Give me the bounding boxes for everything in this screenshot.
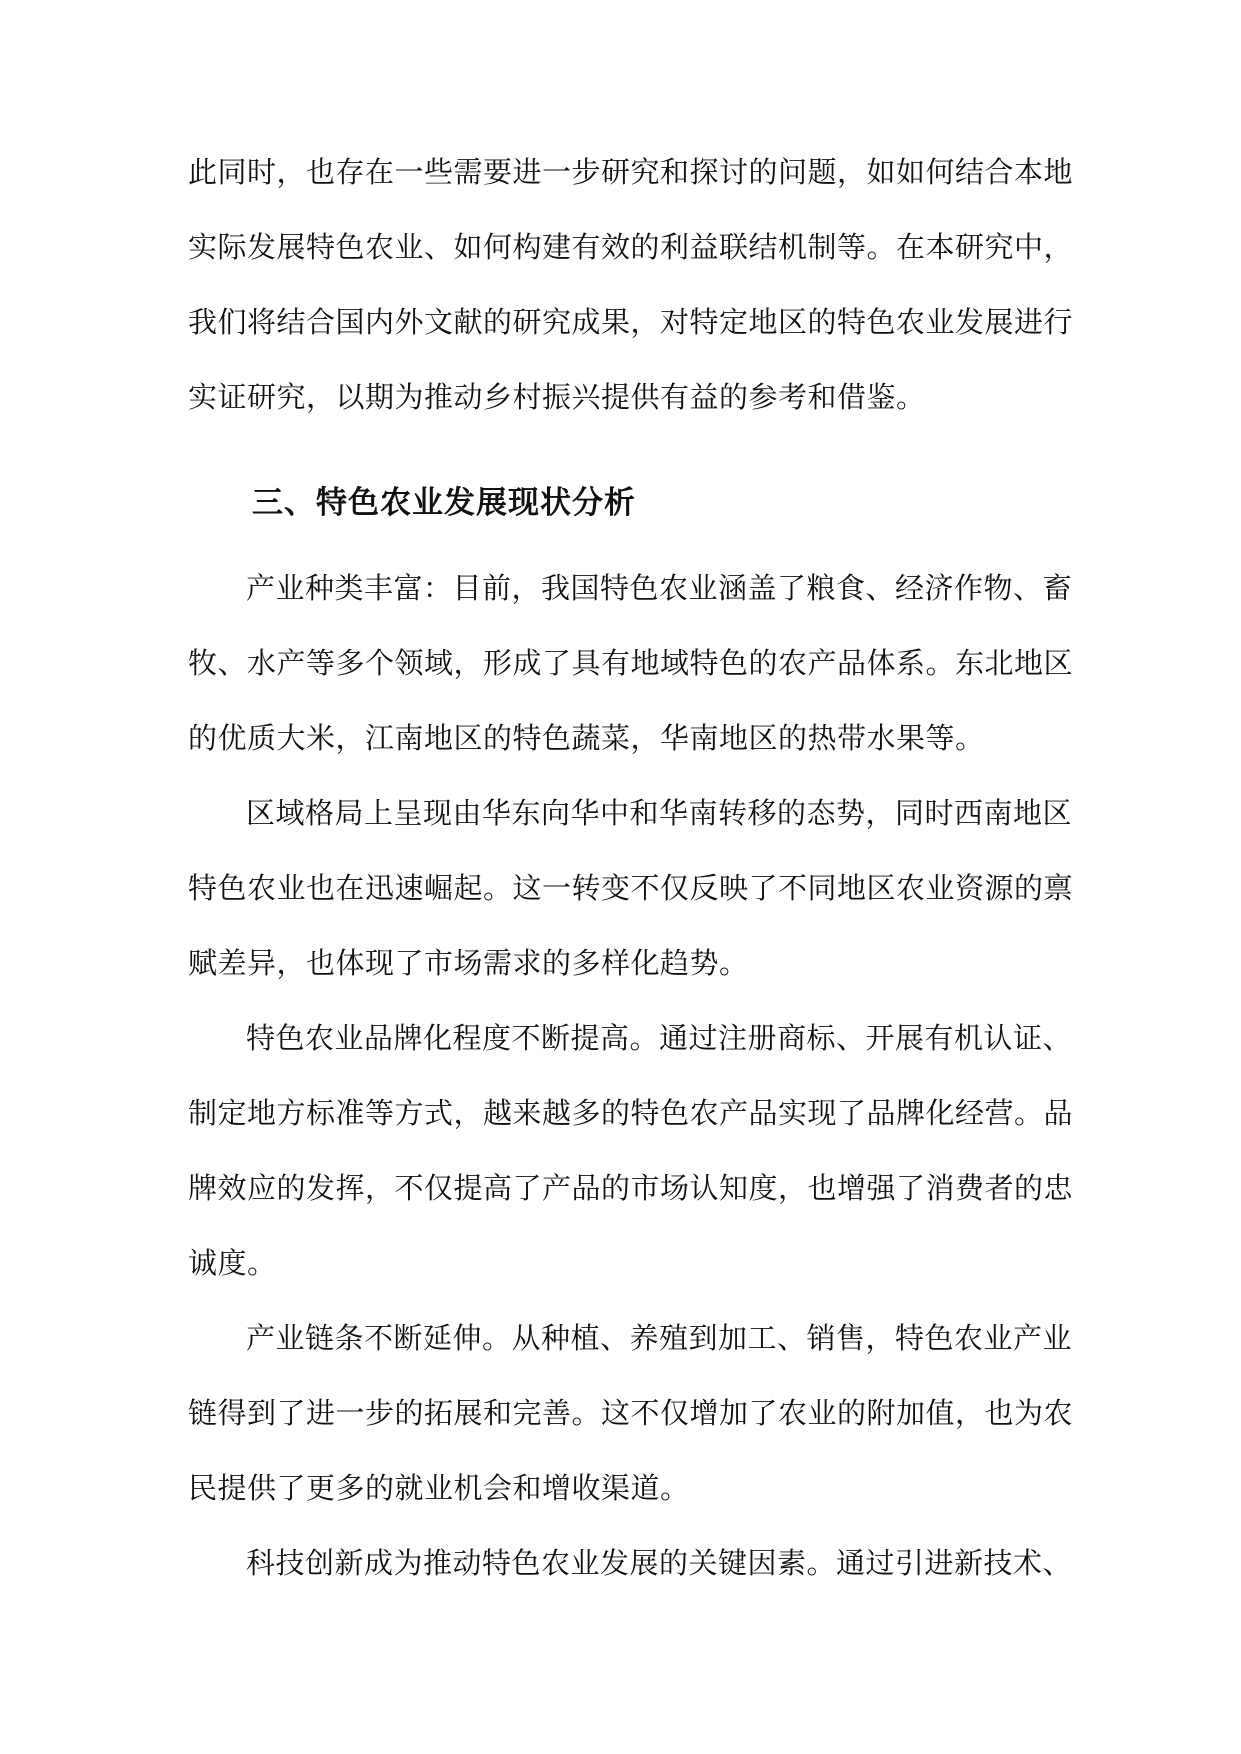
intro-line-3: 我们将结合国内外文献的研究成果，对特定地区的特色农业发展进行 [188, 305, 1074, 339]
paragraph-2-line-3: 赋差异，也体现了市场需求的多样化趋势。 [188, 946, 749, 980]
intro-line-2: 实际发展特色农业、如何构建有效的利益联结机制等。在本研究中， [188, 230, 1074, 264]
paragraph-4-line-2: 链得到了进一步的拓展和完善。这不仅增加了农业的附加值，也为农 [188, 1396, 1074, 1430]
paragraph-1-line-1: 产业种类丰富：目前，我国特色农业涵盖了粮食、经济作物、畜 [246, 571, 1073, 605]
section-heading: 三、特色农业发展现状分析 [252, 485, 636, 521]
paragraph-1-line-2: 牧、水产等多个领域，形成了具有地域特色的农产品体系。东北地区 [188, 646, 1074, 680]
paragraph-3-line-3: 牌效应的发挥，不仅提高了产品的市场认知度，也增强了消费者的忠 [188, 1171, 1074, 1205]
paragraph-5-line-1: 科技创新成为推动特色农业发展的关键因素。通过引进新技术、 [246, 1546, 1073, 1580]
intro-line-1: 此同时，也存在一些需要进一步研究和探讨的问题，如如何结合本地 [188, 155, 1074, 189]
paragraph-3-line-2: 制定地方标准等方式，越来越多的特色农产品实现了品牌化经营。品 [188, 1096, 1074, 1130]
paragraph-1-line-3: 的优质大米，江南地区的特色蔬菜，华南地区的热带水果等。 [188, 721, 985, 755]
paragraph-2-line-2: 特色农业也在迅速崛起。这一转变不仅反映了不同地区农业资源的禀 [188, 871, 1074, 905]
intro-line-4: 实证研究，以期为推动乡村振兴提供有益的参考和借鉴。 [188, 380, 926, 414]
paragraph-4-line-1: 产业链条不断延伸。从种植、养殖到加工、销售，特色农业产业 [246, 1321, 1073, 1355]
paragraph-3-line-4: 诚度。 [188, 1246, 277, 1280]
paragraph-3-line-1: 特色农业品牌化程度不断提高。通过注册商标、开展有机认证、 [246, 1021, 1073, 1055]
paragraph-4-line-3: 民提供了更多的就业机会和增收渠道。 [188, 1471, 690, 1505]
paragraph-2-line-1: 区域格局上呈现由华东向华中和华南转移的态势，同时西南地区 [246, 796, 1073, 830]
